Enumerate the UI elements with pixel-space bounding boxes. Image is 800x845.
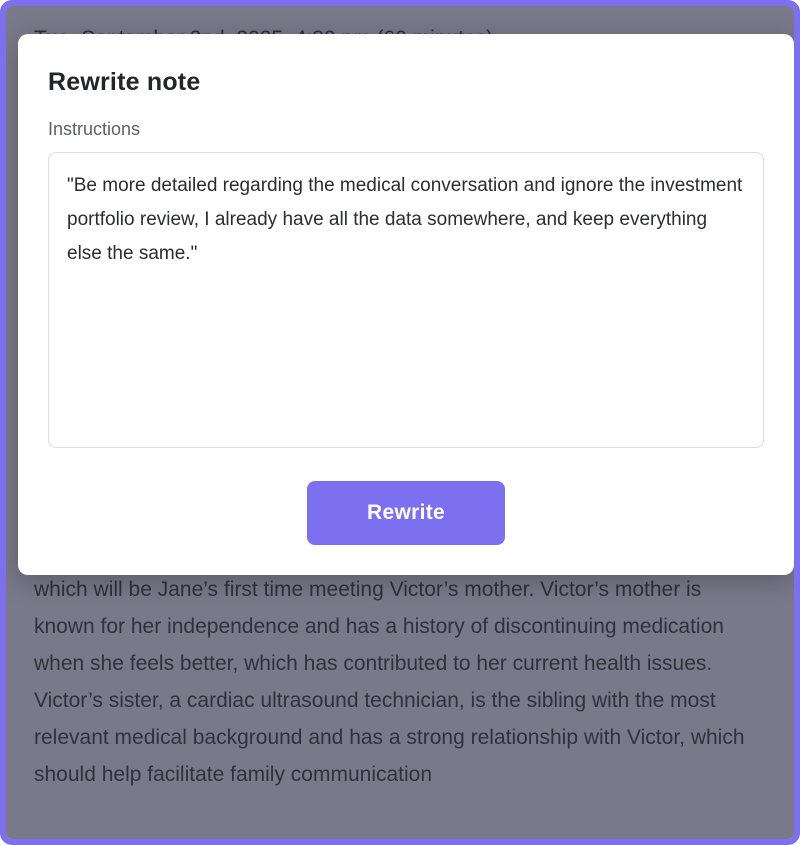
instructions-input[interactable] — [48, 152, 764, 448]
dialog-actions — [48, 481, 764, 545]
note-body-text: which will be Jane’s first time meeting Victor’s mother. Victor’s mother is known for her independence and has a history of discontinuing medication when she feels better, which has contributed to her current health issues. Victor’s sister, a cardiac ultrasound technician, is the sibling with the most relevant medical background and has a strong relationship with Victor, which should help facilitate family communication — [34, 578, 745, 786]
rewrite-button[interactable]: Rewrite — [307, 481, 505, 545]
dialog-title: Rewrite note — [48, 68, 201, 96]
rewrite-note-dialog — [18, 34, 794, 575]
instructions-label: Instructions — [48, 119, 141, 139]
